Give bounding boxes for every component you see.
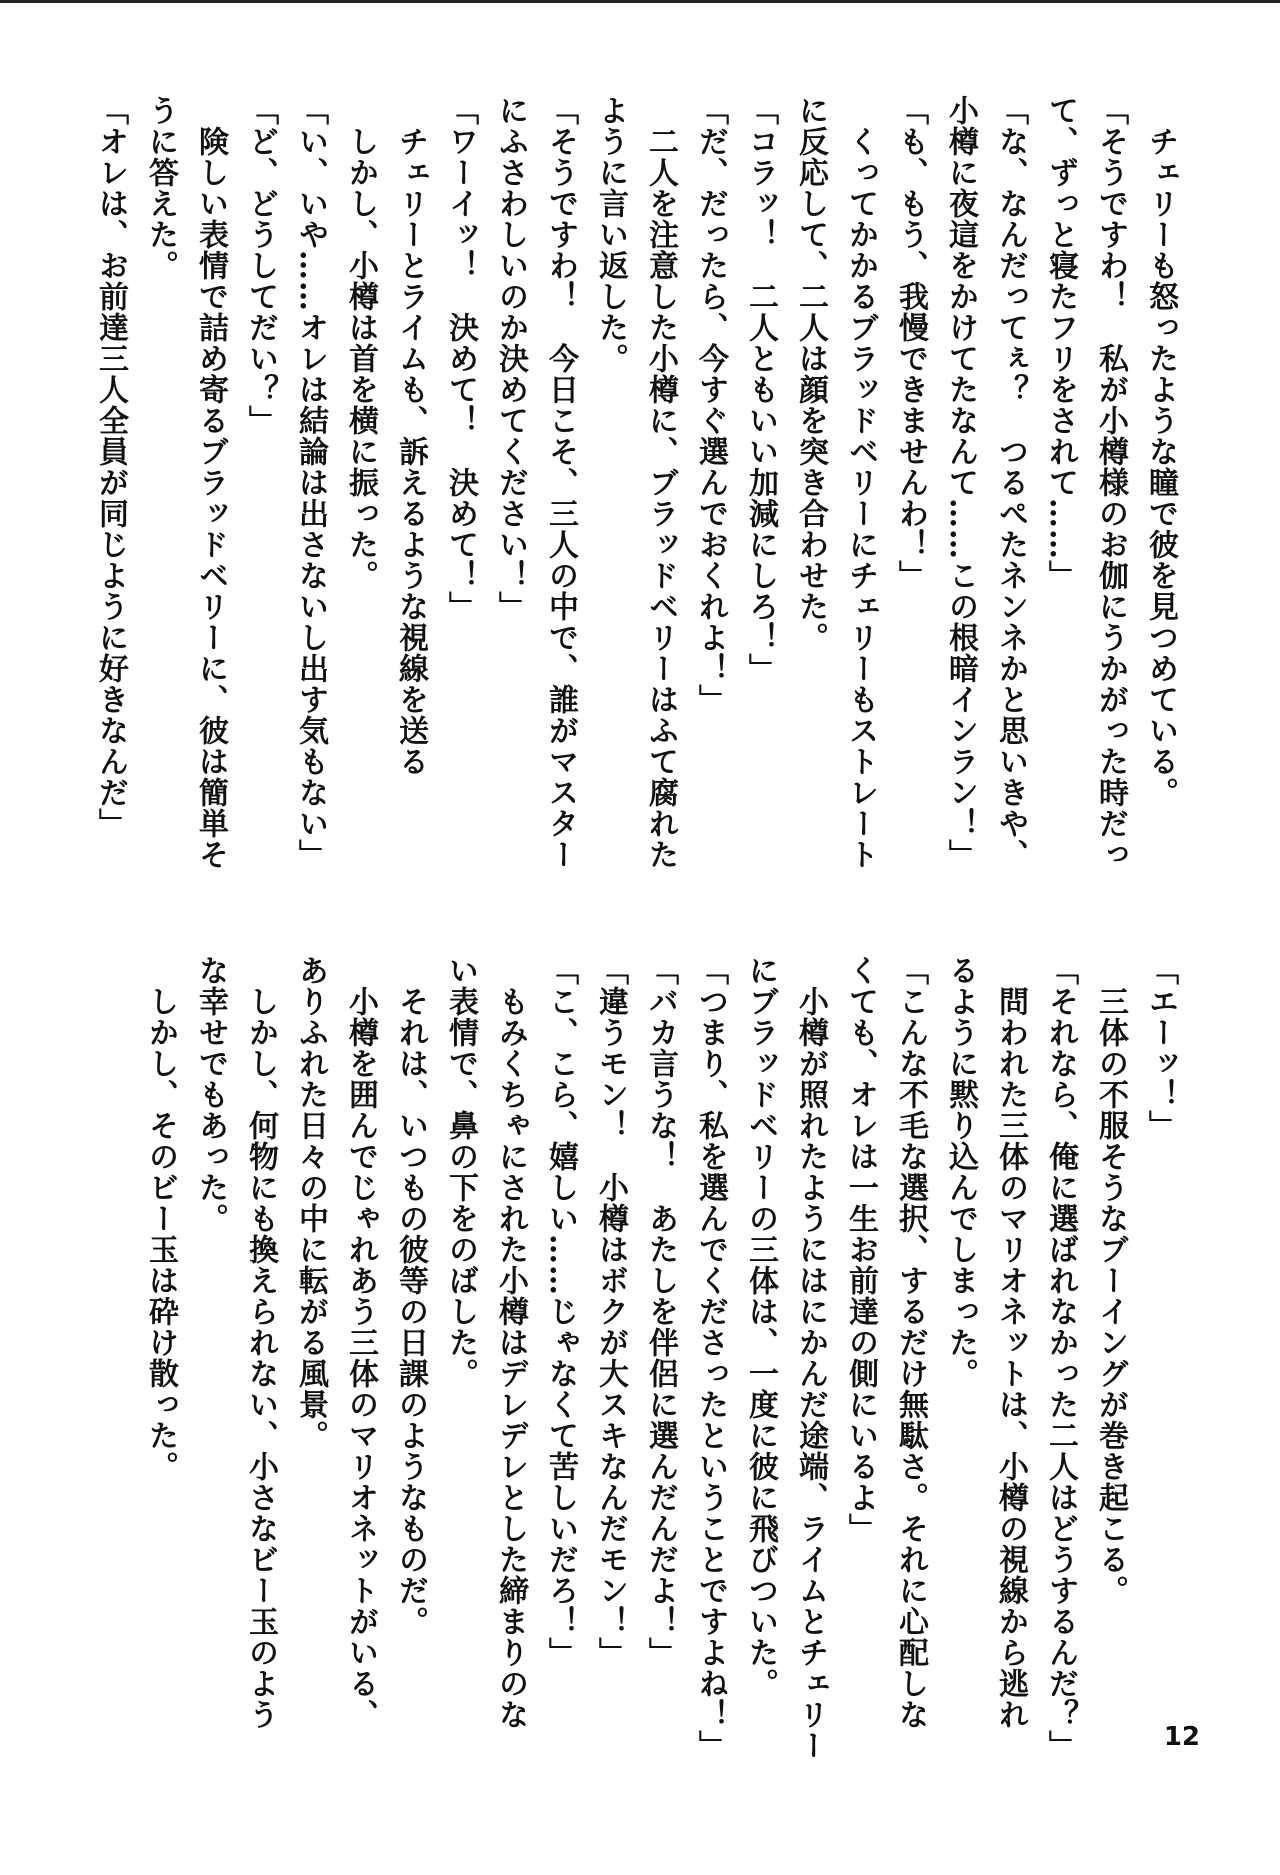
text-column: 小樽を囲んでじゃれあう三体のマリオネットがいる、: [343, 955, 378, 1730]
text-column: な幸せでもあった。: [193, 955, 228, 1234]
text-column: い表情で、鼻の下をのばした。: [443, 955, 478, 1389]
text-column: 「つまり、私を選んでくださったということですよね！」: [693, 955, 728, 1761]
text-column: チェリーも怒ったような瞳で彼を見つめている。: [1143, 95, 1178, 808]
text-column: くってかかるブラッドベリーにチェリーもストレート: [843, 95, 878, 870]
text-column: 小樽に夜這をかけてたなんて……この根暗インラン！」: [943, 95, 978, 870]
text-column: しかし、何物にも換えられない、小さなビー玉のよう: [243, 955, 278, 1730]
text-column: 「も、もう、我慢できませんわ！」: [893, 95, 928, 591]
text-column: それは、いつもの彼等の日課のようなものだ。: [393, 955, 428, 1637]
text-column: 問われた三体のマリオネットは、小樽の視線から逃れ: [993, 955, 1028, 1730]
text-column: ように言い返した。: [593, 95, 628, 374]
text-column: 「バカ言うな！ あたしを伴侶に選んだんだよ！」: [643, 955, 678, 1668]
text-column: 二人を注意した小樽に、ブラッドベリーはふて腐れた: [643, 95, 678, 870]
text-column: しかし、小樽は首を横に振った。: [343, 95, 378, 591]
text-column: ありふれた日々の中に転がる風景。: [293, 955, 328, 1451]
text-column: 「な、なんだってぇ？ つるぺたネンネかと思いきや、: [993, 95, 1028, 870]
text-column: 「ど、どうしてだい？」: [243, 95, 278, 436]
text-column: くても、オレは一生お前達の側にいるよ」: [843, 955, 878, 1544]
text-column: 「だ、だったら、今すぐ選んでおくれよ！」: [693, 95, 728, 715]
text-column: 「こんな不毛な選択、するだけ無駄さ。それに心配しな: [893, 955, 928, 1730]
text-column: もみくちゃにされた小樽はデレデレとした締まりのな: [493, 955, 528, 1730]
text-block-upper: [85, 95, 1185, 875]
text-column: 「ワーイッ！ 決めて！ 決めて！」: [443, 95, 478, 622]
text-column: 「そうですわ！ 今日こそ、三人の中で、誰がマスター: [543, 95, 578, 870]
text-column: にふさわしいのか決めてください！」: [493, 95, 528, 622]
text-column: 「オレは、お前達三人全員が同じように好きなんだ」: [93, 95, 128, 839]
text-column: 三体の不服そうなブーイングが巻き起こる。: [1093, 955, 1128, 1606]
text-column: チェリーとライムも、訴えるような視線を送る: [393, 95, 428, 777]
text-column: 小樽が照れたようにはにかんだ途端、ライムとチェリー: [793, 955, 828, 1761]
text-column: 「い、いや……オレは結論は出さないし出す気もない」: [293, 95, 328, 870]
text-column: うに答えた。: [143, 95, 178, 281]
text-column: にブラッドベリーの三体は、一度に彼に飛びついた。: [743, 955, 778, 1699]
top-border-rule: [0, 0, 1280, 3]
text-column: 「こ、こら、嬉しい……じゃなくて苦しいだろ！」: [543, 955, 578, 1668]
text-column: るように黙り込んでしまった。: [943, 955, 978, 1389]
text-column: 「違うモン！ 小樽はボクが大スキなんだモン！」: [593, 955, 628, 1668]
page-number: 12: [1163, 1722, 1200, 1752]
text-column: 「エーッ！」: [1143, 955, 1178, 1141]
text-column: 「そうですわ！ 私が小樽様のお伽にうかがった時だっ: [1093, 95, 1128, 870]
text-column: 「コラッ！ 二人ともいい加減にしろ！」: [743, 95, 778, 684]
text-column: に反応して、二人は顔を突き合わせた。: [793, 95, 828, 653]
text-column: 険しい表情で詰め寄るブラッドベリーに、彼は簡単そ: [193, 95, 228, 870]
text-column: しかし、そのビー玉は砕け散った。: [143, 955, 178, 1482]
text-column: て、ずっと寝たフリをされて……」: [1043, 95, 1078, 591]
text-column: 「それなら、俺に選ばれなかった二人はどうするんだ？」: [1043, 955, 1078, 1761]
